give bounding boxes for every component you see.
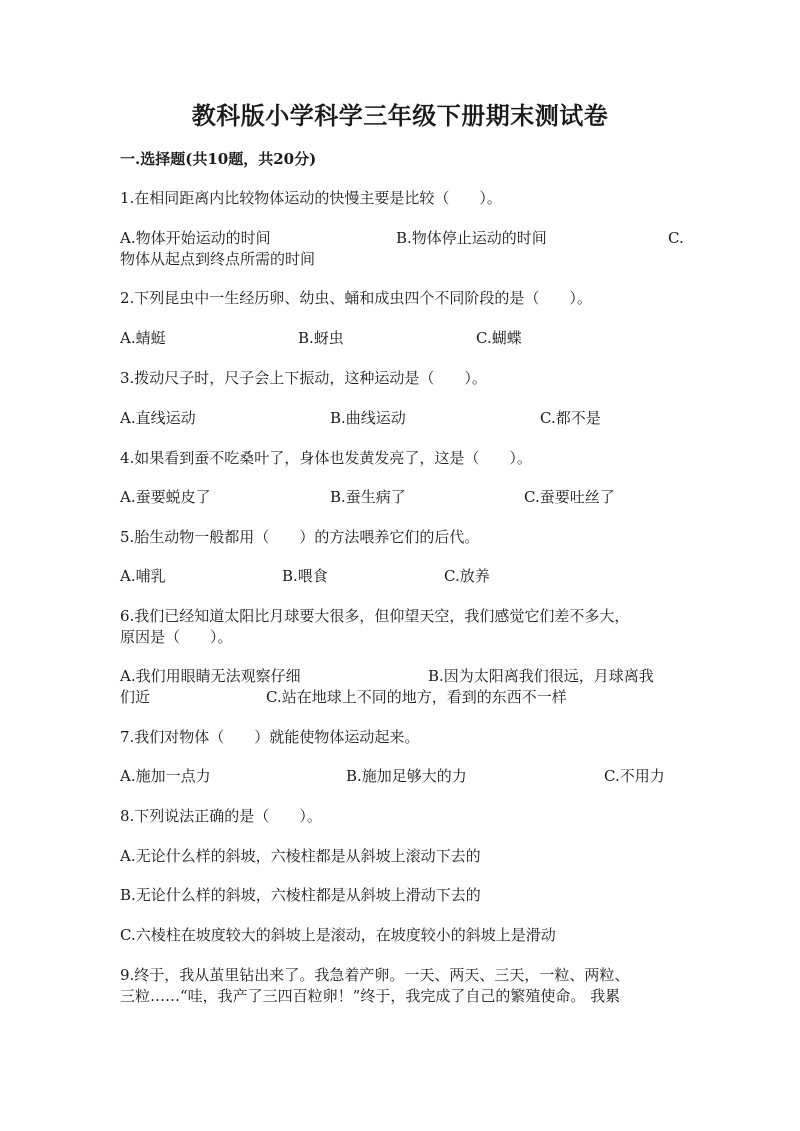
- question-6-option-a: A.我们用眼睛无法观察仔细: [120, 667, 301, 685]
- question-4-option-c: C.蚕要吐丝了: [524, 488, 615, 506]
- question-7-option-a: A.施加一点力: [120, 767, 211, 785]
- question-1-option-c-text: 物体从起点到终点所需的时间: [120, 250, 316, 268]
- question-4-option-b: B.蚕生病了: [330, 488, 406, 506]
- question-2-option-b: B.蚜虫: [298, 329, 344, 347]
- page-title: 教科版小学科学三年级下册期末测试卷: [191, 101, 609, 130]
- question-8-option-c: C.六棱柱在坡度较大的斜坡上是滚动，在坡度较小的斜坡上是滑动: [120, 926, 556, 944]
- question-4-option-a: A.蚕要蜕皮了: [120, 488, 211, 506]
- question-7-option-b: B.施加足够大的力: [346, 767, 467, 785]
- question-2-option-c: C.蝴蝶: [476, 329, 522, 347]
- question-6-option-b-continued: 们近: [120, 688, 151, 706]
- question-5-option-b: B.喂食: [282, 567, 328, 585]
- question-3-option-b: B.曲线运动: [330, 409, 406, 427]
- section-heading: 一.选择题(共10题，共20分): [120, 150, 317, 168]
- question-6-option-c: C.站在地球上不同的地方，看到的东西不一样: [266, 688, 567, 706]
- question-3-stem: 3.拨动尺子时，尺子会上下振动，这种运动是（ ）。: [120, 369, 487, 387]
- question-9-stem-line-2: 三粒……“哇，我产了三四百粒卵！”终于，我完成了自己的繁殖使命。 我累: [120, 987, 621, 1005]
- question-1-stem: 1.在相同距离内比较物体运动的快慢主要是比较（ ）。: [120, 189, 502, 207]
- question-3-option-a: A.直线运动: [120, 409, 196, 427]
- question-8-stem: 8.下列说法正确的是（ ）。: [120, 807, 322, 825]
- question-5-option-c: C.放养: [444, 567, 490, 585]
- question-7-stem: 7.我们对物体（ ）就能使物体运动起来。: [120, 728, 420, 746]
- question-1-option-c-label: C.: [668, 229, 684, 247]
- question-9-stem-line-1: 9.终于，我从茧里钻出来了。我急着产卵。一天、两天、三天，一粒、两粒、: [120, 966, 630, 984]
- question-1-option-a: A.物体开始运动的时间: [120, 229, 271, 247]
- question-5-stem: 5.胎生动物一般都用（ ）的方法喂养它们的后代。: [120, 528, 480, 546]
- question-4-stem: 4.如果看到蚕不吃桑叶了，身体也发黄发亮了，这是（ ）。: [120, 449, 532, 467]
- question-3-option-c: C.都不是: [540, 409, 601, 427]
- question-6-option-b: B.因为太阳离我们很远，月球离我: [428, 667, 654, 685]
- question-2-option-a: A.蜻蜓: [120, 329, 166, 347]
- question-6-stem-line-2: 原因是（ ）。: [120, 628, 233, 646]
- question-8-option-b: B.无论什么样的斜坡，六棱柱都是从斜坡上滑动下去的: [120, 886, 481, 904]
- question-7-option-c: C.不用力: [604, 767, 665, 785]
- question-1-option-b: B.物体停止运动的时间: [396, 229, 547, 247]
- question-6-stem-line-1: 6.我们已经知道太阳比月球要大很多，但仰望天空，我们感觉它们差不多大，: [120, 607, 630, 625]
- question-8-option-a: A.无论什么样的斜坡，六棱柱都是从斜坡上滚动下去的: [120, 847, 481, 865]
- question-5-option-a: A.哺乳: [120, 567, 166, 585]
- question-2-stem: 2.下列昆虫中一生经历卵、幼虫、蛹和成虫四个不同阶段的是（ ）。: [120, 289, 592, 307]
